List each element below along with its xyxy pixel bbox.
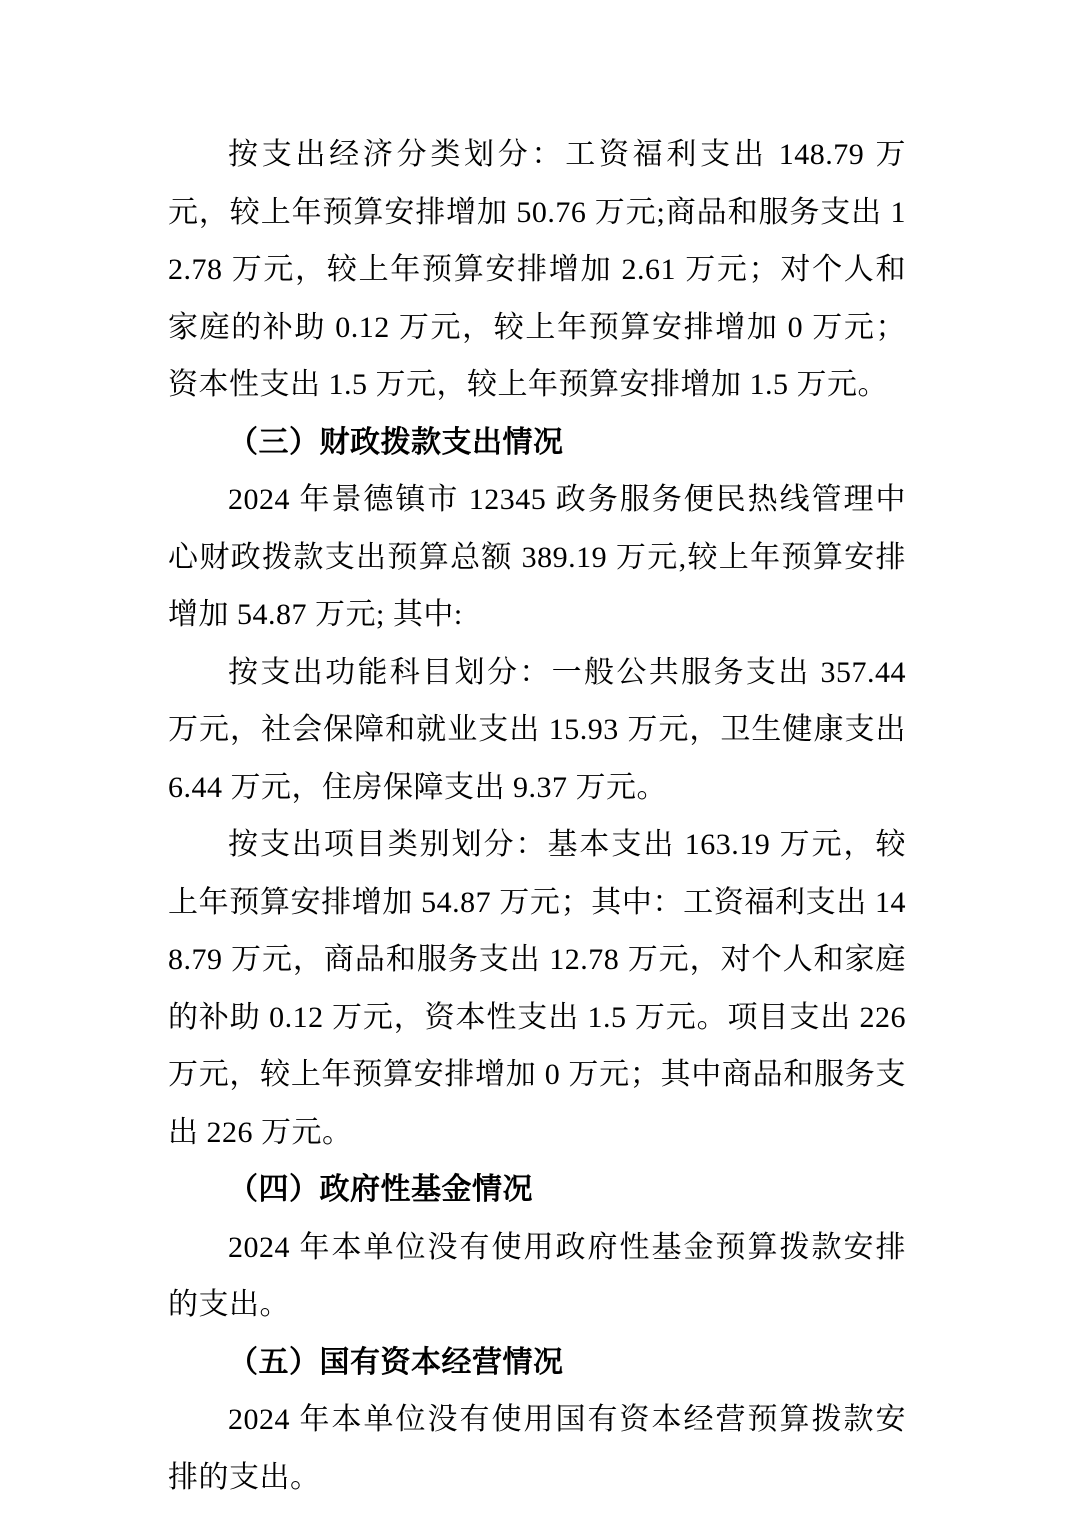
section-heading-state-owned-capital: （五）国有资本经营情况 bbox=[228, 1345, 564, 1379]
paragraph-state-owned-capital-statement: 2024 年本单位没有使用国有资本经营预算拨款安排的支出。 bbox=[168, 1403, 906, 1494]
paragraph-expense-economic-classification: 按支出经济分类划分：工资福利支出 148.79 万元，较上年预算安排增加 50.76 万元;商品和服务支出 12.78 万元，较上年预算安排增加 2.61 万元；对个人和家庭的补助 0.12 万元，较上年预算安排增加 0 万元；资本性支出 1.5 万元，较上年预算安排增加 1.5 万元。 bbox=[168, 138, 906, 401]
paragraph-government-fund-statement: 2024 年本单位没有使用政府性基金预算拨款安排的支出。 bbox=[168, 1230, 906, 1321]
section-heading-government-fund: （四）政府性基金情况 bbox=[228, 1173, 533, 1206]
paragraph-fiscal-appropriation-total: 2024 年景德镇市 12345 政务服务便民热线管理中心财政拨款支出预算总额 389.19 万元,较上年预算安排增加 54.87 万元; 其中: bbox=[168, 483, 906, 631]
document-body bbox=[168, 126, 906, 1506]
paragraph-expense-project-classification: 按支出项目类别划分：基本支出 163.19 万元，较上年预算安排增加 54.87 万元；其中：工资福利支出 148.79 万元，商品和服务支出 12.78 万元，对个人和家庭的补助 0.12 万元，资本性支出 1.5 万元。项目支出 226 万元，较上年预算安排增加 0 万元；其中商品和服务支出 226 万元。 bbox=[168, 828, 906, 1149]
paragraph-expense-function-classification: 按支出功能科目划分：一般公共服务支出 357.44 万元，社会保障和就业支出 15.93 万元，卫生健康支出 6.44 万元，住房保障支出 9.37 万元。 bbox=[168, 655, 906, 804]
section-heading-fiscal-appropriation-expenditure: （三）财政拨款支出情况 bbox=[228, 425, 564, 459]
